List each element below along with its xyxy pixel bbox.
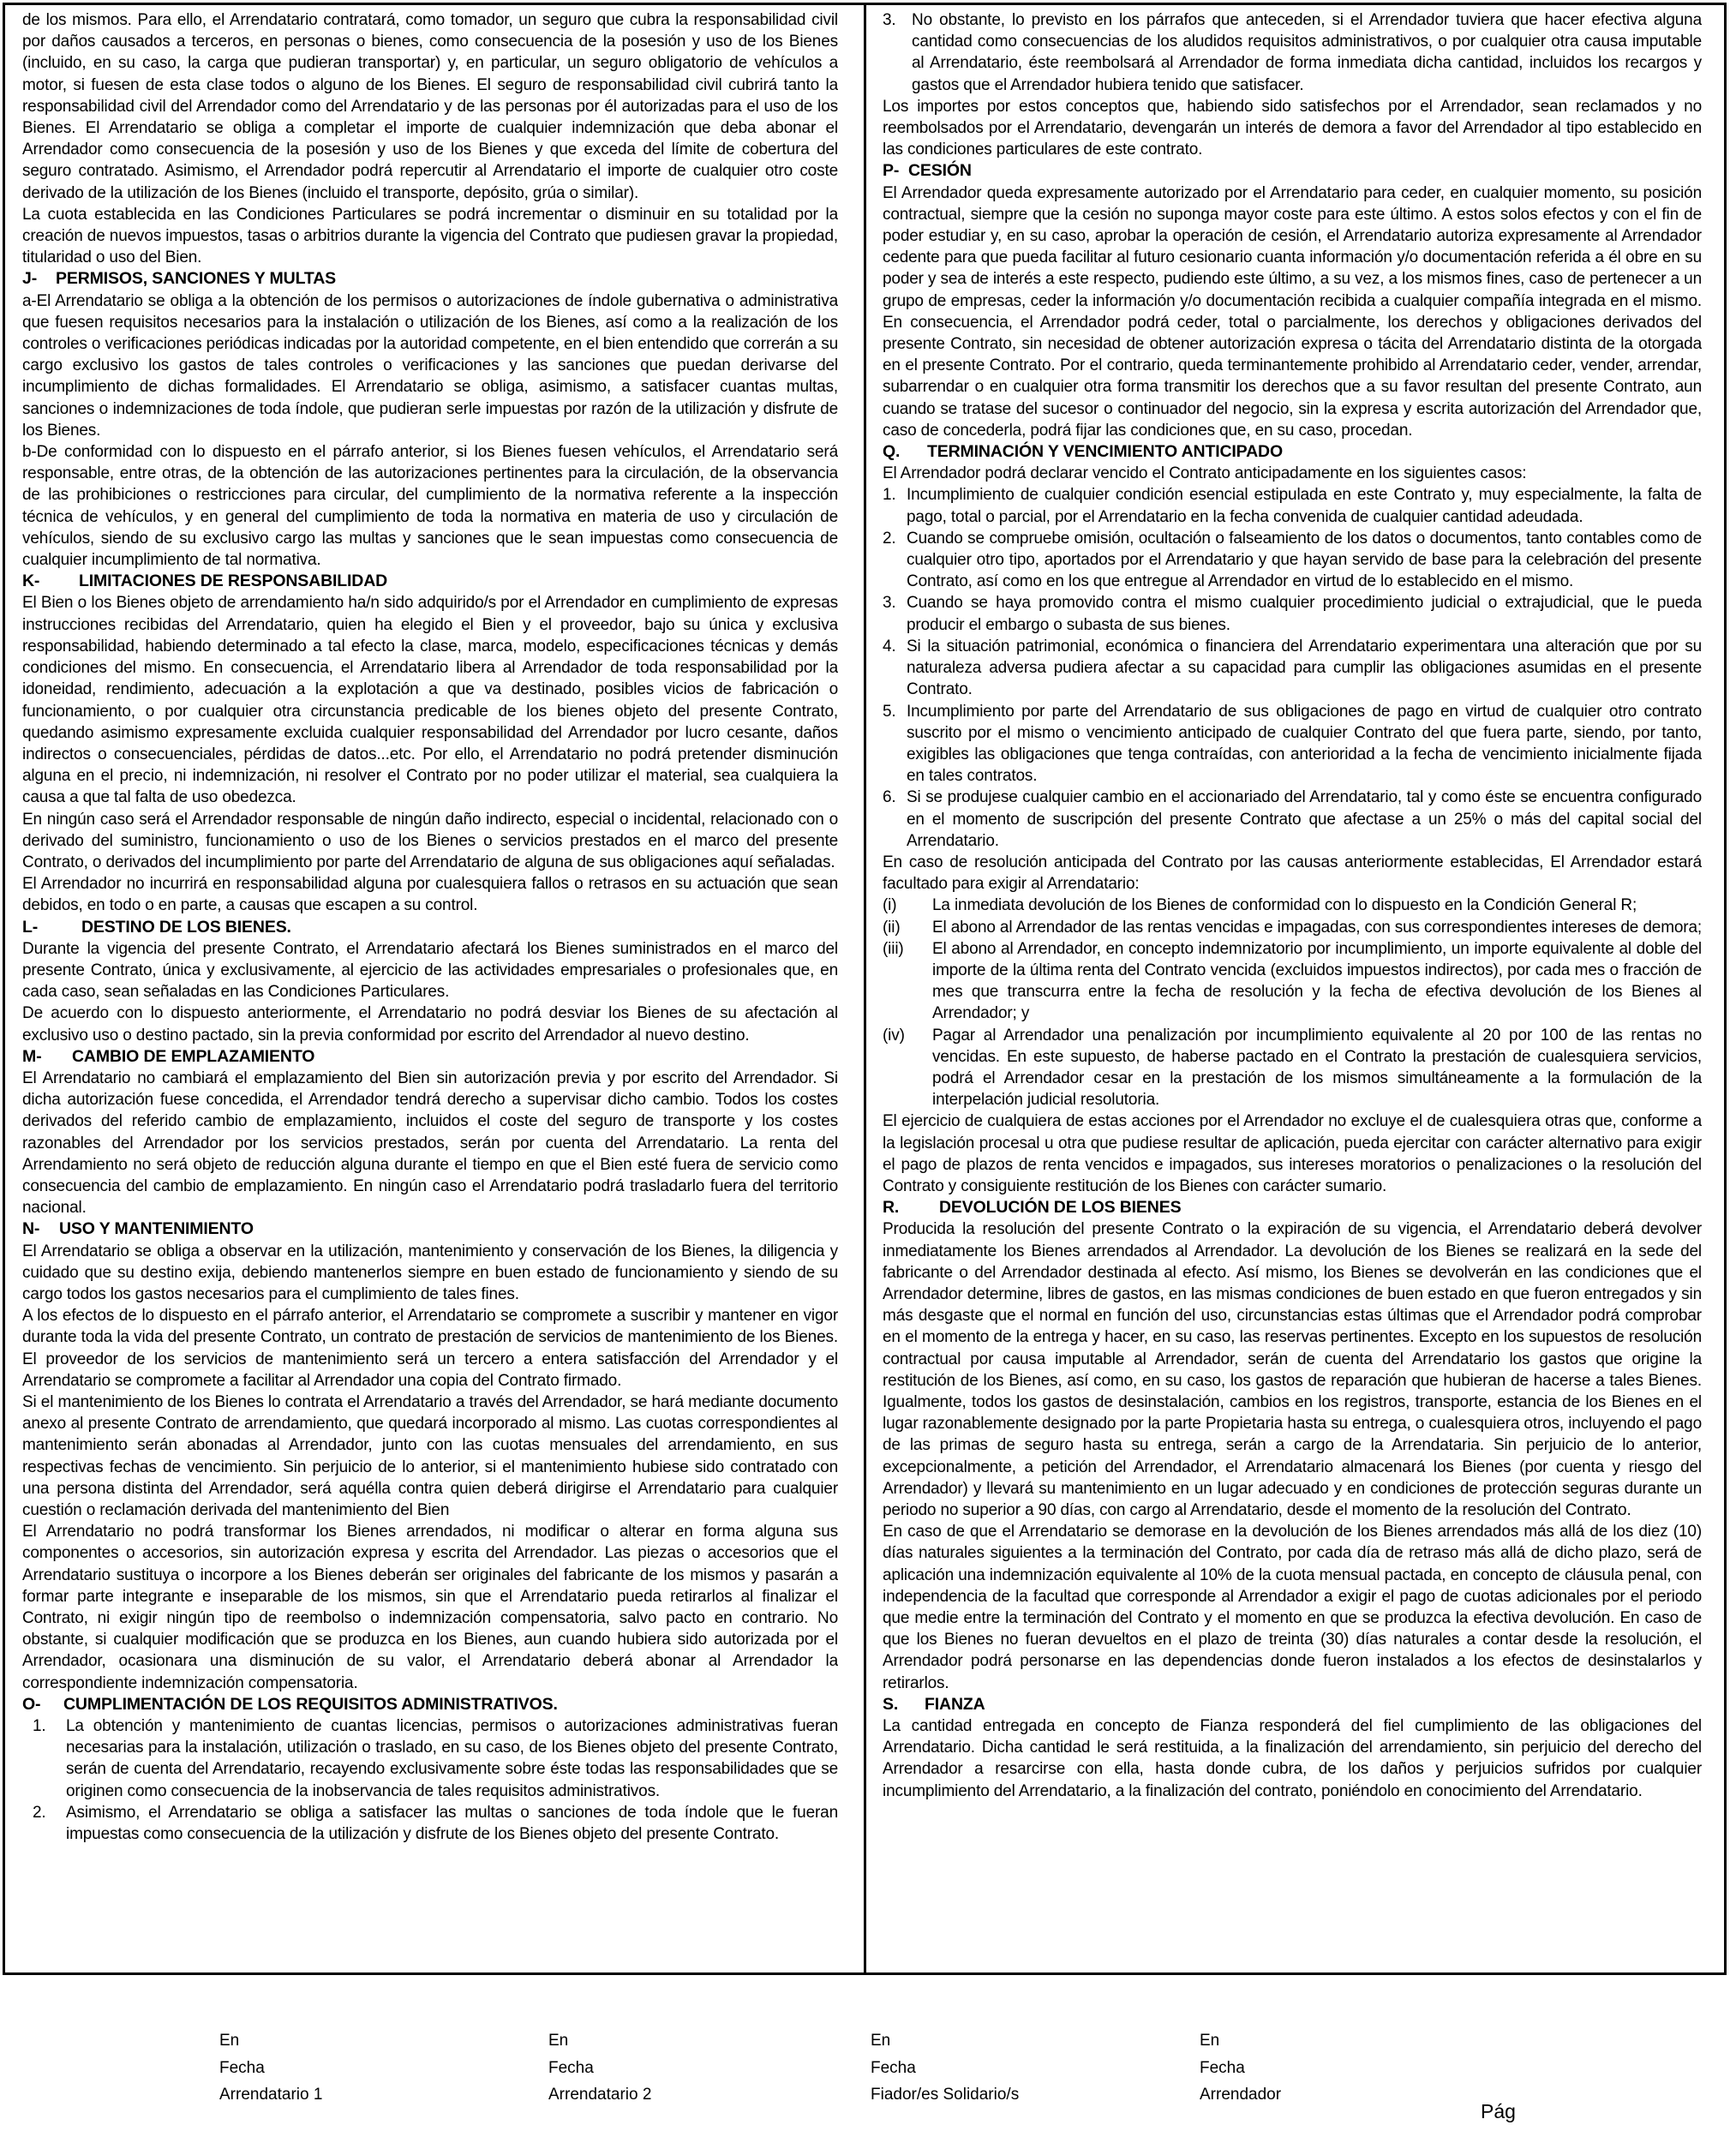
- list-text: Si la situación patrimonial, económica o financiera del Arrendatario experimentara una alteración que por su naturaleza adversa pudiera afectar a su capacidad para cumplir las obligaciones asumidas en el presente Contrato.: [907, 637, 1702, 699]
- list-marker: 2.: [33, 1803, 46, 1822]
- o-requirements-list-continued: [883, 9, 1702, 96]
- paragraph-j-a: a-El Arrendatario se obliga a la obtención de los permisos o autorizaciones de índole gubernativa o administrativa que fuesen requisitos necesarios para la instalación o utilización de los Bienes, así como a la realización de los controles o verificaciones periódicas indicadas por la autoridad competente, en el bien entendido que correrán a su cargo exclusivo los gastos de tales controles o verificaciones y las sanciones que puedan derivarse del incumplimiento de dichas formalidades. El Arrendatario se obliga, asimismo, a satisfacer cuantas multas, sanciones o indemnizaciones de toda índole, que pudieran serle impuestas por razón de la utilización y disfrute de los Bienes.: [22, 291, 838, 440]
- paragraph-n2: A los efectos de lo dispuesto en el párrafo anterior, el Arrendatario se compromete a suscribir y mantener en vigor durante toda la vida del presente Contrato, un contrato de prestación de servicios de mantenimiento de los Bienes. El proveedor de los servicios de mantenimiento será un tercero a entera satisfacción del Arrendador y el Arrendatario se compromete a facilitar al Arrendador una copia del Contrato firmado.: [22, 1307, 838, 1390]
- signature-block-arrendatario-1: [219, 2027, 322, 2109]
- signature-party-label: Arrendatario 1: [219, 2086, 323, 2104]
- list-item: [883, 636, 1702, 701]
- section-letter: L-: [22, 917, 39, 937]
- paragraph-m1: El Arrendatario no cambiará el emplazamiento del Bien sin autorización previa y por escrito del Arrendador. Si dicha autorización fuese concedida, el Arrendador tendrá derecho a supervisar dicho cambio. Todos los costes derivados del referido cambio de emplazamiento, incluidos el coste del seguro de transporte y los costes razonables del Arrendador por los servicios prestados, serán por cuenta del Arrendatario. La renta del Arrendamiento no será objeto de reducción alguna durante el tiempo en que el Bien esté fuera de servicio como consecuencia del cambio de emplazamiento. En ningún caso el Arrendatario podrá trasladarlo fuera del territorio nacional.: [22, 1069, 838, 1218]
- list-item: [883, 938, 1702, 1025]
- section-heading-l: [22, 917, 838, 938]
- paragraph-quota: La cuota establecida en las Condiciones Particulares se podrá incrementar o disminuir en su totalidad por la creación de nuevos impuestos, tasas o arbitrios durante la vigencia del Contrato que pudiesen gravar la propiedad, titularidad o uso del Bien.: [22, 205, 838, 267]
- column-divider: [864, 5, 866, 1972]
- list-marker: (i): [883, 896, 897, 915]
- section-letter: K-: [22, 572, 40, 591]
- list-marker: 3.: [883, 11, 896, 29]
- section-title: DESTINO DE LOS BIENES.: [81, 917, 291, 937]
- signature-footer: [0, 2027, 1736, 2113]
- list-text: La inmediata devolución de los Bienes de conformidad con lo dispuesto en la Condición General R;: [932, 896, 1637, 915]
- signature-place-label: En: [548, 2032, 569, 2050]
- o-requirements-list: [22, 1715, 838, 1845]
- paragraph-q-resolucion: En caso de resolución anticipada del Contrato por las causas anteriormente establecidas, El Arrendador estará facultado para exigir al Arrendatario:: [883, 853, 1702, 894]
- section-letter: O-: [22, 1694, 41, 1714]
- section-title: TERMINACIÓN Y VENCIMIENTO ANTICIPADO: [927, 442, 1283, 462]
- paragraph-s1: La cantidad entregada en concepto de Fianza responderá del fiel cumplimiento de las obligaciones del Arrendatario. Dicha cantidad le será restituida, a la finalización del arrendamiento, sin perjuicio del derecho del Arrendador a resarcirse con ella, hasta donde cubra, de los daños y perjuicios sufridos por cualquier incumplimiento del Arrendatario, a la finalización del contrato, poniéndolo en conocimiento del Arrendatario.: [883, 1717, 1702, 1800]
- list-text: Asimismo, el Arrendatario se obliga a satisfacer las multas o sanciones de toda índole que le fueran impuestas como consecuencia de la utilización y disfrute de los Bienes objeto del presente Contrato.: [66, 1803, 838, 1844]
- section-letter: N-: [22, 1219, 40, 1239]
- signature-place-label: En: [871, 2032, 891, 2050]
- list-item: [883, 1025, 1702, 1111]
- signature-block-fiador: [871, 2027, 1019, 2109]
- paragraph-r2: En caso de que el Arrendatario se demorase en la devolución de los Bienes arrendados más allá de los diez (10) días naturales siguientes a la terminación del Contrato, por cada día de retraso más allá de dicho plazo, será de aplicación una indemnización equivalente al 10% de la cuota mensual pactada, en concepto de cláusula penal, con independencia de la facultad que corresponde al Arrendador a exigir el pago de cuotas adicionales por el periodo que medie entre la terminación del Contrato y el momento en que se produzca la efectiva devolución. En caso de que los Bienes no fueran devueltos en el plazo de treinta (30) días naturales a contar desde la resolución, el Arrendador podrá personarse en las dependencias donde fueron instalados a los efectos de desinstalarlos y retirarlos.: [883, 1523, 1702, 1692]
- section-title: USO Y MANTENIMIENTO: [59, 1219, 254, 1239]
- list-text: El abono al Arrendador, en concepto indemnizatorio por incumplimiento, un importe equivalente al doble del importe de la última renta del Contrato vencida (excluidos impuestos indirectos), por cada mes o fracción de mes que transcurra entre la fecha de resolución y la fecha de efectiva devolución de los Bienes al Arrendador; y: [932, 939, 1702, 1023]
- section-letter: S.: [883, 1694, 899, 1714]
- section-heading-r: [883, 1197, 1702, 1218]
- paragraph-l2: De acuerdo con lo dispuesto anteriormente, el Arrendatario no podrá desviar los Bienes de su afectación al exclusivo uso o destino pactado, sin la previa conformidad por escrito del Arrendador al nuevo destino.: [22, 1004, 838, 1045]
- section-letter: R.: [883, 1198, 900, 1218]
- list-text: El abono al Arrendador de las rentas vencidas e impagadas, con sus correspondientes intereses de demora;: [932, 918, 1702, 937]
- section-title: DEVOLUCIÓN DE LOS BIENES: [939, 1198, 1182, 1218]
- paragraph-q-final: El ejercicio de cualquiera de estas acciones por el Arrendador no excluye el de cualesquiera otras que, conforme a la legislación procesal u otra que pudiese resultar de aplicación, pueda ejercitar con carácter alternativo para exigir el pago de plazos de renta vencidos e impagados, sus intereses moratorios o penalizaciones o la resolución del Contrato y consiguiente restitución de los Bienes con carácter sumario.: [883, 1112, 1702, 1195]
- signature-party-label: Arrendatario 2: [548, 2086, 652, 2104]
- list-item: [883, 592, 1702, 635]
- list-marker: (iv): [883, 1026, 905, 1045]
- list-item: [883, 528, 1702, 593]
- section-heading-s: [883, 1694, 1702, 1715]
- paragraph-k2: En ningún caso será el Arrendador responsable de ningún daño indirecto, especial o incidental, relacionado con o derivado del suministro, funcionamiento o uso de los Bienes o servicios prestados en el marco del presente Contrato, o derivados del incumplimiento por parte del Arrendatario de alguna de sus obligaciones aquí señaladas.: [22, 810, 838, 871]
- page-number-label: Pág: [1481, 2100, 1516, 2122]
- paragraph-importes: Los importes por estos conceptos que, habiendo sido satisfechos por el Arrendador, sean reclamados y no reembolsados por el Arrendatario, devengarán un interés de demora a favor del Arrendador al tipo establecido en las condiciones particulares de este contrato.: [883, 97, 1702, 159]
- section-heading-p: [883, 160, 1702, 182]
- list-marker: 6.: [883, 788, 896, 807]
- section-letter: Q.: [883, 442, 901, 462]
- list-text: Pagar al Arrendador una penalización por incumplimiento equivalente al 20 por 100 de las rentas no vencidas. En este supuesto, de haberse pactado en el Contrato la prestación de cualesquiera servicios, podrá el Arrendador cesar en la prestación de los mismos simultáneamente a la formulación de la interpelación judicial resolutoria.: [932, 1026, 1702, 1110]
- list-marker: 2.: [883, 529, 896, 548]
- signature-place-label: En: [1200, 2032, 1220, 2050]
- list-text: No obstante, lo previsto en los párrafos que anteceden, si el Arrendador tuviera que hacer efectiva alguna cantidad como consecuencias de los aludidos requisitos administrativos, o por cualquier otra causa imputable al Arrendatario, éste reembolsará al Arrendador de forma inmediata dicha cantidad, incluidos los recargos y gastos que el Arrendador hubiera tenido que satisfacer.: [912, 11, 1702, 94]
- list-item: [883, 9, 1702, 96]
- list-text: Incumplimiento de cualquier condición esencial estipulada en este Contrato y, muy especialmente, la falta de pago, total o parcial, por el Arrendatario en la fecha convenida de cualquier cantidad adeudada.: [907, 486, 1702, 526]
- list-item: [22, 1802, 838, 1845]
- paragraph-insurance: de los mismos. Para ello, el Arrendatario contratará, como tomador, un seguro que cubra la responsabilidad civil por daños causados a terceros, en personas o bienes, como consecuencia de la posesión y uso de los Bienes (incluido, en su caso, la carga que pudieran transportar) y, en particular, un seguro obligatorio de vehículos a motor, si fuesen de esta clase todos o alguno de los Bienes. El seguro de responsabilidad civil cubrirá tanto la responsabilidad civil del Arrendador como del Arrendatario y de las personas por él autorizadas para el uso de los Bienes. El Arrendatario se obliga a completar el importe de cualquier indemnización que deba abonar el Arrendador como consecuencia de la posesión y uso de los Bienes y que exceda del límite de cobertura del seguro contratado. Asimismo, el Arrendador podrá repercutir al Arrendatario el importe de cualquier otro coste derivado de la utilización de los Bienes (incluido el transporte, depósito, grúa o similar).: [22, 11, 838, 202]
- list-item: [883, 484, 1702, 527]
- list-marker: 1.: [33, 1717, 46, 1736]
- list-marker: 1.: [883, 486, 896, 505]
- paragraph-q-intro: El Arrendador podrá declarar vencido el Contrato anticipadamente en los siguientes casos:: [883, 464, 1527, 483]
- section-heading-m: [22, 1046, 838, 1068]
- contract-frame: [3, 3, 1727, 1975]
- list-item: [883, 787, 1702, 852]
- section-title: CAMBIO DE EMPLAZAMIENTO: [72, 1046, 315, 1066]
- section-letter: J-: [22, 269, 38, 289]
- list-item: [883, 917, 1702, 938]
- section-heading-j: [22, 268, 838, 290]
- paragraph-n4: El Arrendatario no podrá transformar los Bienes arrendados, ni modificar o alterar en forma alguna sus componentes o accesorios, sin autorización expresa y escrita del Arrendador. Las piezas o accesorios que el Arrendatario sustituya o incorpore a los Bienes deberán ser originales del fabricante de los mismos y pasarán a formar parte integrante e inseparable de los mismos, sin que el Arrendatario pueda retirarlos al finalizar el Contrato, ni exigir ningún tipo de reembolso o indemnización compensatoria, salvo pacto en contrario. No obstante, si cualquier modificación que se produzca en los Bienes, aun cuando hubiera sido autorizada por el Arrendador, ocasionara una disminución de su valor, el Arrendatario deberá abonar al Arrendador la correspondiente indemnización compensatoria.: [22, 1523, 838, 1692]
- signature-date-label: Fecha: [548, 2058, 594, 2077]
- signature-place-label: En: [219, 2032, 240, 2050]
- section-title: LIMITACIONES DE RESPONSABILIDAD: [79, 572, 388, 591]
- paragraph-n1: El Arrendatario se obliga a observar en la utilización, mantenimiento y conservación de los Bienes, la diligencia y cuidado que su destino exija, debiendo mantenerlos siempre en buen estado de funcionamiento y siendo de su cargo todos los gastos necesarios para el cumplimiento de tales fines.: [22, 1242, 838, 1303]
- section-title: CESIÓN: [908, 161, 972, 181]
- section-heading-k: [22, 571, 838, 592]
- signature-block-arrendatario-2: [548, 2027, 651, 2109]
- signature-date-label: Fecha: [219, 2058, 265, 2077]
- list-item: [883, 895, 1702, 916]
- section-heading-n: [22, 1218, 838, 1240]
- left-column: [22, 9, 838, 1969]
- paragraph-l1: Durante la vigencia del presente Contrato, el Arrendatario afectará los Bienes suministrados en el marco del presente Contrato, única y exclusivamente, al ejercicio de las actividades empresariales o profesionales que, en cada caso, sean señaladas en las Condiciones Particulares.: [22, 939, 838, 1002]
- signature-block-arrendador: [1200, 2027, 1281, 2109]
- paragraph-r1: Producida la resolución del presente Contrato o la expiración de su vigencia, el Arrendatario deberá devolver inmediatamente los Bienes arrendados al Arrendador. La devolución de los Bienes se realizará en la sede del fabricante o del Arrendador destinada al efecto. Así mismo, los Bienes se devolverán en las condiciones que el Arrendador determine, libres de gastos, en las mismas condiciones de buen estado en que fueron entregados y sin más desgaste que el normal en función del uso, circunstancias estas últimas que el Arrendador podrá comprobar en el momento de la entrega y hacer, en su caso, las reservas pertinentes. Excepto en los supuestos de resolución contractual por causa imputable al Arrendador, serán de cuenta del Arrendatario los gastos que origine la restitución de los Bienes, así como, en su caso, los gastos de reparación que hubieran de hacerse a tales Bienes. Igualmente, todos los gastos de desinstalación, cambios en los registros, transporte, estancia de los Bienes en el lugar razonablemente designado por la parte Propietaria hasta su entrega, o cualesquiera otros, incluyendo el pago de las primas de seguro hasta su entrega, serán a cargo de la Arrendataria. Sin perjuicio de lo anterior, excepcionalmente, a petición del Arrendador, el Arrendatario almacenará los Bienes (por cuenta y riesgo del Arrendador) y llevará su mantenimiento en un lugar adecuado y en condiciones de protección seguras durante un periodo no superior a 90 días, con cargo al Arrendatario, desde el momento de la resolución del Contrato.: [883, 1220, 1702, 1520]
- list-item: [22, 1715, 838, 1802]
- list-marker: 3.: [883, 594, 896, 613]
- right-column: [883, 9, 1702, 1969]
- list-marker: 4.: [883, 637, 896, 655]
- q-remedies-roman-list: [883, 895, 1702, 1110]
- signature-party-label: Arrendador: [1200, 2086, 1282, 2104]
- signature-date-label: Fecha: [1200, 2058, 1245, 2077]
- section-heading-q: [883, 441, 1702, 463]
- list-text: Si se produjese cualquier cambio en el accionariado del Arrendatario, tal y como éste se encuentra configurado en el momento de suscripción del presente Contrato que afectase a un 25% o más del capital social del Arrendatario.: [907, 788, 1702, 850]
- paragraph-k3: El Arrendador no incurrirá en responsabilidad alguna por cualesquiera fallos o retrasos en su actuación que sean debidos, en todo o en parte, a causas que escapen a su control.: [22, 875, 838, 915]
- list-marker: (ii): [883, 918, 901, 937]
- list-text: La obtención y mantenimiento de cuantas licencias, permisos o autorizaciones administrativas fueran necesarias para la instalación, utilización o traslado, en su caso, de los Bienes objeto del presente Contrato, serán de cuenta del Arrendatario, recayendo exclusivamente sobre éste todas las responsabilidades que se originen como consecuencia de la inobservancia de tales requisitos administrativos.: [66, 1717, 838, 1800]
- section-heading-o: [22, 1694, 838, 1715]
- section-letter: M-: [22, 1046, 42, 1066]
- paragraph-n3: Si el mantenimiento de los Bienes lo contrata el Arrendatario a través del Arrendador, se hará mediante documento anexo al presente Contrato de arrendamiento, que quedará incorporado al mismo. Las cuotas correspondientes al mantenimiento serán abonadas al Arrendador, junto con las cuotas mensuales del arrendamiento, en sus respectivas fechas de vencimiento. Sin perjuicio de lo anterior, si el mantenimiento hubiese sido contratado con una persona distinta del Arrendador, será aquélla contra quien deberá dirigirse el Arrendatario para cualquier cuestión o reclamación derivada del mantenimiento del Bien: [22, 1393, 838, 1520]
- section-title: PERMISOS, SANCIONES Y MULTAS: [56, 269, 336, 289]
- list-marker: (iii): [883, 939, 904, 958]
- signature-date-label: Fecha: [871, 2058, 916, 2077]
- section-title: CUMPLIMENTACIÓN DE LOS REQUISITOS ADMINISTRATIVOS.: [63, 1694, 558, 1714]
- paragraph-j-b: b-De conformidad con lo dispuesto en el párrafo anterior, si los Bienes fuesen vehículos, el Arrendatario será responsable, entre otras, de la obtención de las autorizaciones pertinentes para la circulación, de la observancia de las prohibiciones o restricciones para circular, del cumplimiento de la normativa referente a la inspección técnica de vehículos, y en general del cumplimiento de toda la normativa en materia de uso y circulación de vehículos, siendo de su exclusivo cargo las multas y sanciones que le sean impuestas como consecuencia de cualquier incumplimiento de tal normativa.: [22, 443, 838, 570]
- list-text: Incumplimiento por parte del Arrendatario de sus obligaciones de pago en virtud de cualquier otro contrato suscrito por el mismo o vencimiento anticipado de cualquier Contrato del que fuera parte, siendo, por tanto, exigibles las obligaciones que tenga contraídas, con anterioridad a la fecha de vencimiento inicialmente fijada en tales contratos.: [907, 702, 1702, 786]
- paragraph-p1: El Arrendador queda expresamente autorizado por el Arrendatario para ceder, en cualquier momento, su posición contractual, siempre que la cesión no suponga mayor coste para este último. A estos solos efectos y con el fin de poder estudiar y, en su caso, aprobar la operación de cesión, el Arrendatario autoriza expresamente al Arrendador cedente para que pueda facilitar al futuro cesionario cuanta información y/o documentación referida a él obre en su poder y sea de interés a este respecto, pudiendo este último, a su vez, a los mismos fines, caso de pertenecer a un grupo de empresas, ceder la información y/o documentación recibida a cualquier compañía integrada en el mismo. En consecuencia, el Arrendador podrá ceder, total o parcialmente, los derechos y obligaciones derivados del presente Contrato, sin necesidad de obtener autorización expresa o tácita del Arrendatario distinta de la otorgada en el presente Contrato. Por el contrario, queda terminantemente prohibido al Arrendatario ceder, vender, arrendar, subarrendar o en cualquier otra forma transmitir los derechos que a su favor resultan del presente Contrato, aun cuando se tratase del sucesor o continuador del negocio, sin la expresa y escrita autorización del Arrendador que, caso de concederla, podrá fijar las condiciones que, en su caso, procedan.: [883, 183, 1702, 440]
- list-marker: 5.: [883, 702, 896, 721]
- signature-party-label: Fiador/es Solidario/s: [871, 2086, 1020, 2104]
- list-text: Cuando se compruebe omisión, ocultación o falseamiento de los datos o documentos, tanto contables como de cualquier otro tipo, aportados por el Arrendatario y que hayan servido de base para la celebración del presente Contrato, así como en los que entregue al Arrendador en virtud de lo establecido en el mismo.: [907, 529, 1702, 591]
- list-text: Cuando se haya promovido contra el mismo cualquier procedimiento judicial o extrajudicial, que le pueda producir el embargo o subasta de sus bienes.: [907, 594, 1702, 634]
- section-title: FIANZA: [925, 1694, 985, 1714]
- list-item: [883, 701, 1702, 787]
- section-letter: P-: [883, 161, 900, 181]
- q-termination-list: [883, 484, 1702, 851]
- paragraph-k1: El Bien o los Bienes objeto de arrendamiento ha/n sido adquirido/s por el Arrendador en cumplimiento de expresas instrucciones recibidas del Arrendatario, quien ha elegido el Bien y el proveedor, bajo su única y exclusiva responsabilidad, habiendo determinado a tal efecto la clase, marca, modelo, especificaciones técnicas y demás condiciones del mismo. En consecuencia, el Arrendatario libera al Arrendador de toda responsabilidad por la idoneidad, rendimiento, adecuación a la explotación a que va destinado, posibles vicios de fabricación o funcionamiento, o por cualquier otra circunstancia predicable de los bienes objeto del presente Contrato, quedando asimismo expresamente excluida cualquier responsabilidad del Arrendador por lucro cesante, daños indirectos o consecuenciales, pérdidas de datos...etc. Por ello, el Arrendatario no podrá pretender disminución alguna en el precio, ni indemnización, ni resolver el Contrato por no poder utilizar el material, sea cualquiera la causa a que tal falta de uso obedezca.: [22, 594, 838, 807]
